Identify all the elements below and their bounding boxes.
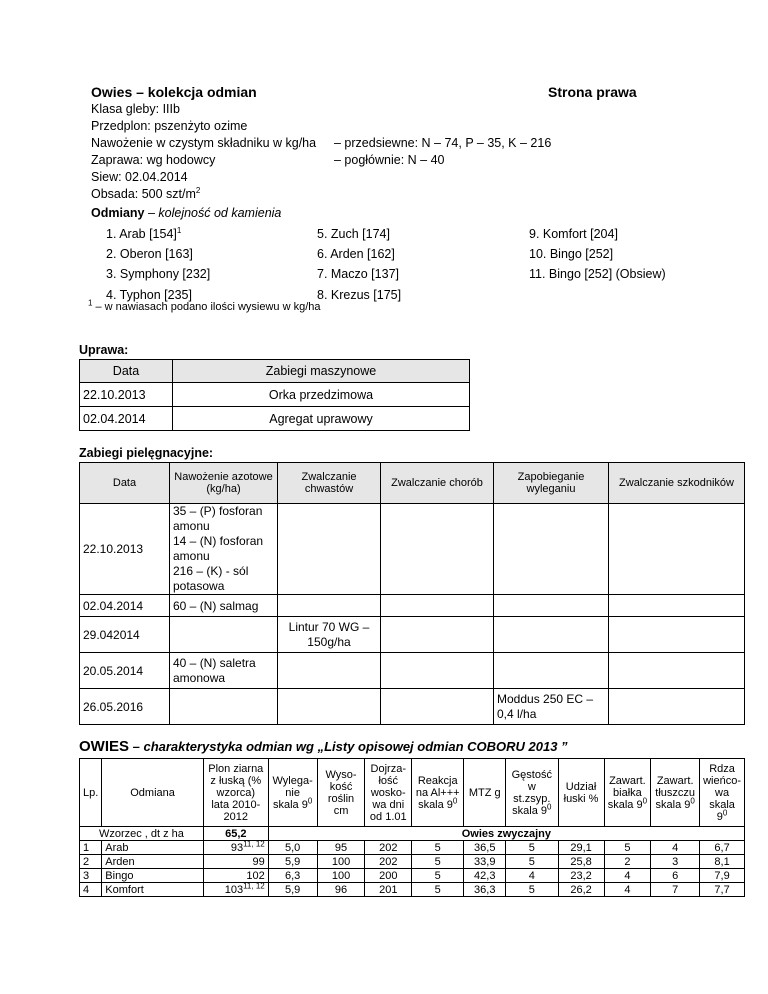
table-cell: 4 (604, 883, 651, 897)
col-header: Udział łuski % (558, 759, 604, 827)
table-cell: 25,8 (558, 855, 604, 869)
table-row (80, 869, 745, 883)
char-table (79, 758, 745, 897)
nawozenie-przedsiewne: – przedsiewne: N – 74, P – 35, K – 216 (334, 136, 552, 150)
zaprawa: Zaprawa: wg hodowcy (91, 153, 216, 167)
col-header: Odmiana (102, 759, 204, 827)
table-cell: 33,9 (464, 855, 506, 869)
table-cell: 102 (203, 869, 268, 883)
table-cell: 5 (506, 883, 558, 897)
table-cell: 4 (506, 869, 558, 883)
table-cell: 7,7 (700, 883, 745, 897)
table-row (80, 883, 745, 897)
table-cell: 22.10.2013 (80, 383, 173, 407)
nawozenie-poglowne: – pogłównie: N – 40 (334, 153, 445, 167)
group-label: Owies zwyczajny (268, 827, 744, 841)
table-cell: 2 (80, 855, 102, 869)
col-header: Nawożenie azotowe (kg/ha) (170, 463, 278, 504)
table-cell: 5,9 (268, 855, 317, 869)
table-cell: Bingo (102, 869, 204, 883)
table-cell: 95 (317, 841, 365, 855)
table-cell: 02.04.2014 (80, 595, 170, 617)
table-cell: 36,3 (464, 883, 506, 897)
col-header: Zapobieganie wyleganiu (494, 463, 609, 504)
table-cell: 4 (604, 869, 651, 883)
table-cell: 22.10.2013 (80, 504, 170, 595)
page-side-label: Strona prawa (548, 84, 637, 100)
wzorzec-label: Wzorzec , dt z ha (80, 827, 204, 841)
table-cell: Arden (102, 855, 204, 869)
table-cell: 216 – (K) - sól potasowa (173, 564, 249, 593)
table-cell: 202 (365, 855, 412, 869)
col-header: Gęstość w st.zsyp. skala $9^0$ (506, 759, 558, 827)
table-cell: 200 (365, 869, 412, 883)
table-cell: 5 (412, 855, 464, 869)
col-header: Lp. (80, 759, 102, 827)
table-cell: Komfort (102, 883, 204, 897)
table-cell: 8,1 (700, 855, 745, 869)
table-cell: 6,3 (268, 869, 317, 883)
col-header: Zabiegi maszynowe (173, 360, 470, 383)
klasa-gleby: Klasa gleby: IIIb (91, 102, 180, 116)
wzorzec-value: 65,2 (203, 827, 268, 841)
table-cell: 5 (412, 869, 464, 883)
table-cell: 5 (412, 883, 464, 897)
table-cell: 14 – (N) fosforan amonu (173, 534, 264, 563)
table-cell: 29.042014 (80, 617, 170, 653)
odmiana-item: 7. Maczo [137] (317, 267, 399, 281)
table-cell: 26.05.2016 (80, 689, 170, 725)
table-cell: 7,9 (700, 869, 745, 883)
table-cell: 96 (317, 883, 365, 897)
table-cell: 2 (604, 855, 651, 869)
table-cell: Orka przedzimowa (173, 383, 470, 407)
table-cell: 103$^{11, 12}$ (203, 883, 268, 897)
col-header: Zwalczanie chorób (381, 463, 494, 504)
table-cell: 23,2 (558, 869, 604, 883)
col-header: Zwalczanie chwastów (278, 463, 381, 504)
footnote: $^1$ – w nawiasach podano ilości wysiewu w kg/ha (88, 298, 321, 313)
table-cell: 7 (651, 883, 700, 897)
odmiana-item: 8. Krezus [175] (317, 288, 402, 302)
col-header: Plon ziarna z łuską (% wzorca) lata 2010-2012 (203, 759, 268, 827)
page-title: Owies – kolekcja odmian (91, 84, 257, 100)
odmiana-item: 10. Bingo [252] (529, 247, 614, 261)
char-title: OWIES – charakterystyka odmian wg „Listy opisowej odmian COBORU 2013 ” (79, 738, 568, 755)
table-cell: 5 (412, 841, 464, 855)
table-cell: 60 – (N) salmag (170, 595, 278, 617)
table-cell: 6 (651, 869, 700, 883)
table-cell: 5 (506, 841, 558, 855)
col-header: Zwalczanie szkodników (609, 463, 745, 504)
odmiana-item: 4. Typhon [235] (106, 288, 192, 302)
odmiana-item: 11. Bingo [252] (Obsiew) (529, 267, 666, 281)
col-header: Data (80, 463, 170, 504)
odmiana-item: 3. Symphony [232] (106, 267, 211, 281)
uprawa-heading: Uprawa: (79, 343, 129, 357)
table-cell: 3 (80, 869, 102, 883)
table-cell: 35 – (P) fosforan amonu (173, 504, 263, 533)
odmiana-item: 2. Oberon [163] (106, 247, 193, 261)
table-cell: Arab (102, 841, 204, 855)
table-cell: 4 (651, 841, 700, 855)
col-header: Wyso-kość roślin cm (317, 759, 365, 827)
table-cell: 5 (604, 841, 651, 855)
table-cell: 99 (203, 855, 268, 869)
pielegnacja-table (79, 462, 745, 725)
table-cell: Agregat uprawowy (173, 407, 470, 431)
przedplon: Przedplon: pszenżyto ozime (91, 119, 248, 133)
table-cell: 201 (365, 883, 412, 897)
table-cell: 202 (365, 841, 412, 855)
col-header: Reakcja na Al+++ skala $9^0$ (412, 759, 464, 827)
table-cell: 5,0 (268, 841, 317, 855)
table-cell: 6,7 (700, 841, 745, 855)
table-cell: 4 (80, 883, 102, 897)
table-cell: Lintur 70 WG – 150g/ha (278, 617, 381, 653)
odmiana-item: 5. Zuch [174] (317, 227, 390, 241)
table-cell: 36,5 (464, 841, 506, 855)
col-header: Rdza wieńco-wa skala $9^0$ (700, 759, 745, 827)
table-cell: 100 (317, 869, 365, 883)
table-cell: 42,3 (464, 869, 506, 883)
col-header: Wylega-nie skala $9^0$ (268, 759, 317, 827)
col-header: MTZ g (464, 759, 506, 827)
odmiana-item: 9. Komfort [204] (529, 227, 618, 241)
table-cell: 29,1 (558, 841, 604, 855)
odmiana-item: 6. Arden [162] (317, 247, 395, 261)
table-cell: 3 (651, 855, 700, 869)
table-cell: 5 (506, 855, 558, 869)
table-cell: 1 (80, 841, 102, 855)
table-cell: 93$^{11, 12}$ (203, 841, 268, 855)
col-header: Dojrza-łość wosko-wa dni od 1.01 (365, 759, 412, 827)
table-cell: 26,2 (558, 883, 604, 897)
obsada: Obsada: 500 szt/$m^2$ (91, 185, 201, 201)
table-cell: 100 (317, 855, 365, 869)
col-header: Data (80, 360, 173, 383)
table-cell: 40 – (N) saletra amonowa (170, 653, 278, 689)
table-row (80, 841, 745, 855)
odmiany-heading: Odmiany – kolejność od kamienia (91, 206, 282, 220)
uprawa-table (79, 359, 470, 431)
table-cell: Moddus 250 EC – 0,4 l/ha (494, 689, 609, 725)
siew: Siew: 02.04.2014 (91, 170, 188, 184)
table-cell: 20.05.2014 (80, 653, 170, 689)
col-header: Zawart. białka skala $9^0$ (604, 759, 651, 827)
nawozenie-label: Nawożenie w czystym składniku w kg/ha (91, 136, 317, 150)
table-cell: 5,9 (268, 883, 317, 897)
odmiana-item: 1. Arab $[154]^1$ (106, 225, 182, 241)
col-header: Zawart. tłuszczu skala $9^0$ (651, 759, 700, 827)
table-cell: 02.04.2014 (80, 407, 173, 431)
table-row (80, 855, 745, 869)
pielegnacja-heading: Zabiegi pielęgnacyjne: (79, 446, 214, 460)
